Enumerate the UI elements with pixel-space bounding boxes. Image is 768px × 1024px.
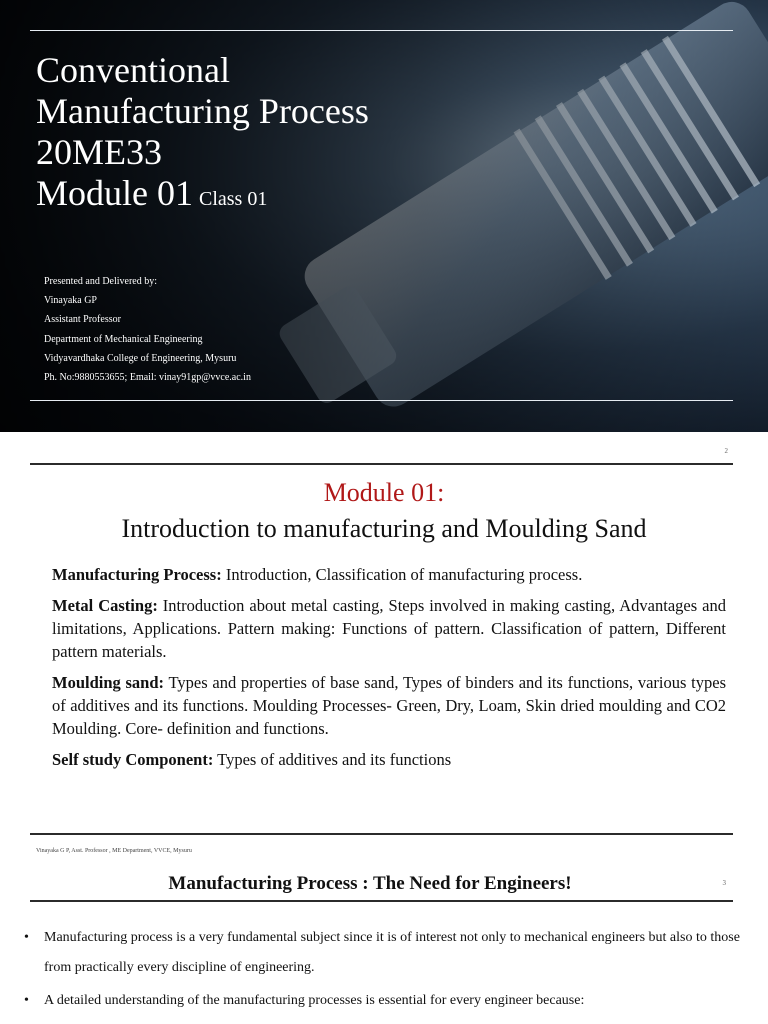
- module-line: [36, 173, 369, 220]
- bullet-list: [24, 923, 744, 1019]
- paragraph-label: Metal Casting:: [52, 596, 158, 615]
- presentation-title: [36, 50, 369, 220]
- presenter-name: Vinayaka GP: [44, 295, 97, 307]
- top-rule: [30, 463, 733, 465]
- list-item: [24, 986, 744, 1016]
- paragraph-text: Introduction about metal casting, Steps involved in making casting, Advantages and limitations, Applications. Pattern making: Functions of pattern. Classification of pattern, Different pattern materials.: [52, 596, 726, 661]
- bullet-icon: •: [24, 993, 29, 1008]
- presenter-department: Department of Mechanical Engineering: [44, 333, 203, 345]
- title-slide: [0, 0, 768, 432]
- syllabus-content: [52, 563, 726, 779]
- title-line-2: Manufacturing Process: [36, 91, 369, 131]
- course-code: 20ME33: [36, 132, 162, 172]
- class-label: Class 01: [199, 188, 268, 210]
- paragraph-label: Self study Component:: [52, 750, 214, 769]
- list-item-text: A detailed understanding of the manufacturing processes is essential for every engineer because:: [44, 993, 585, 1008]
- page-number: 3: [722, 879, 726, 887]
- module-label: Module 01: [36, 173, 193, 213]
- module-subtitle: Introduction to manufacturing and Moulding Sand: [121, 514, 647, 543]
- paragraph-manufacturing-process: [52, 563, 726, 586]
- slide-footer: Vinayaka G P, Asst. Professor , ME Department, VVCE, Mysuru: [36, 848, 192, 854]
- paragraph-metal-casting: [52, 594, 726, 663]
- list-item-text: Manufacturing process is a very fundamental subject since it is of interest not only to mechanical engineers but also to those from practically every discipline of engineering.: [44, 930, 740, 975]
- need-for-engineers-slide: [0, 864, 768, 1024]
- paragraph-self-study: [52, 748, 726, 771]
- paragraph-label: Moulding sand:: [52, 673, 165, 692]
- bullet-icon: •: [24, 930, 29, 945]
- title-line-1: Conventional: [36, 50, 230, 90]
- syllabus-slide: [0, 432, 768, 864]
- slide-title: Manufacturing Process : The Need for Engineers!: [168, 873, 572, 894]
- paragraph-text: Types of additives and its functions: [213, 750, 452, 769]
- bottom-rule: [30, 833, 733, 835]
- presenter-designation: Assistant Professor: [44, 314, 121, 326]
- page-number: 2: [724, 447, 728, 455]
- paragraph-moulding-sand: [52, 671, 726, 740]
- presenter-heading: Presented and Delivered by:: [44, 276, 158, 287]
- top-rule: [30, 30, 733, 31]
- paragraph-label: Manufacturing Process:: [52, 565, 222, 584]
- presenter-college: Vidyavardhaka College of Engineering, Mysuru: [44, 352, 237, 364]
- title-rule: [30, 900, 733, 902]
- module-heading: Module 01:: [323, 478, 445, 507]
- bottom-rule: [30, 400, 733, 401]
- presenter-contact: Ph. No:9880553655; Email: vinay91gp@vvce.ac.in: [44, 372, 251, 384]
- paragraph-text: Types and properties of base sand, Types of binders and its functions, various types of additives and its functions. Moulding Processes- Green, Dry, Loam, Skin dried moulding and CO2 Moulding. Core- definition and functions.: [52, 673, 726, 738]
- paragraph-text: Introduction, Classification of manufacturing process.: [221, 565, 583, 584]
- presenter-info: [44, 272, 251, 387]
- list-item: [24, 923, 744, 983]
